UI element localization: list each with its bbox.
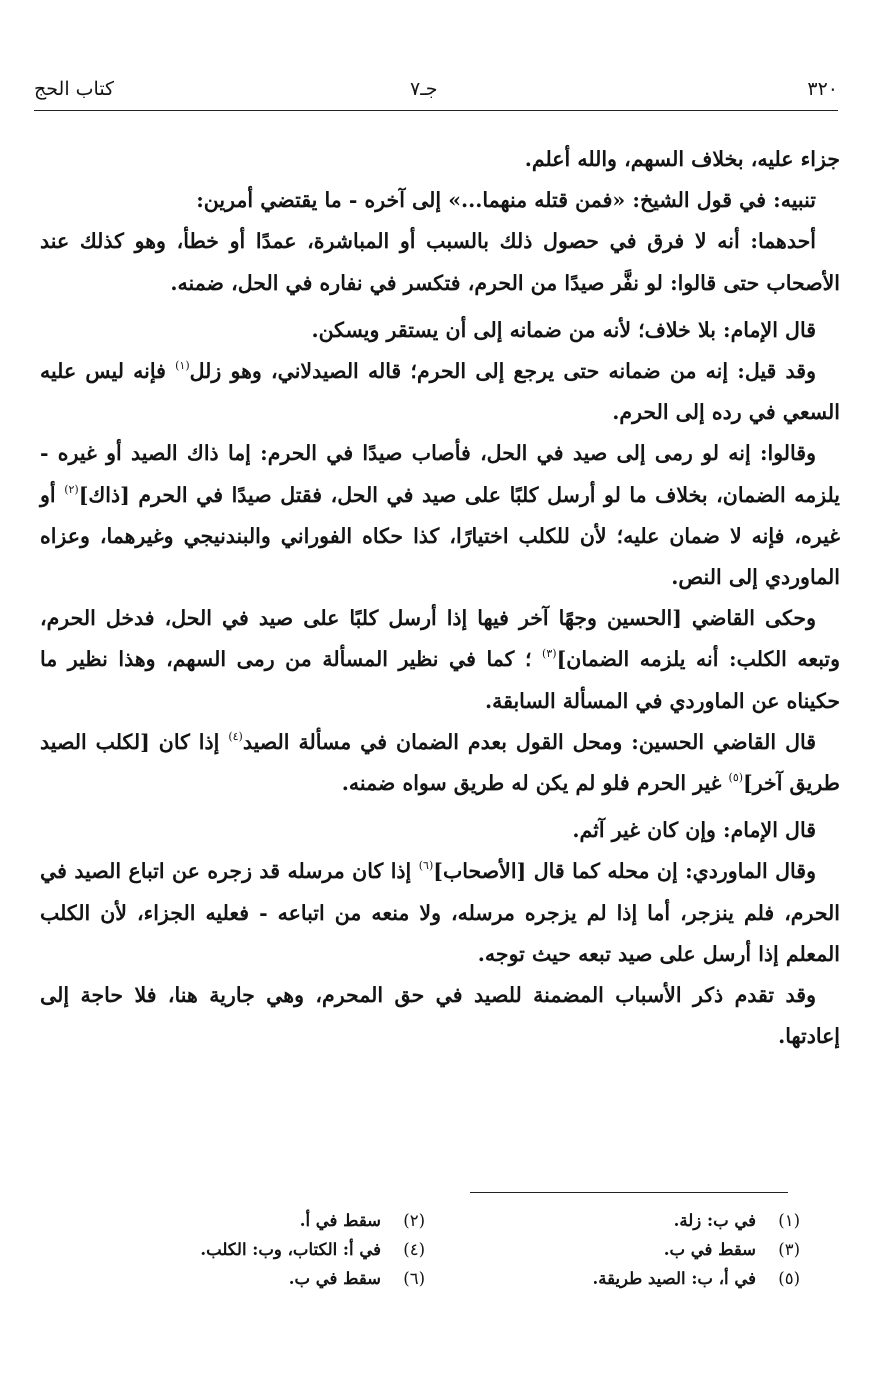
paragraph-6-text-b: أو غيره، فإنه لا ضمان عليه؛ لأن للكلب اختيارًا، كذا حكاه الفوراني والبندنيجي وغيرهما، وعزاه الماوردي إلى النص. — [40, 482, 840, 590]
paragraph-8-text-a: قال القاضي الحسين: ومحل القول بعدم الضمان في مسألة الصيد — [242, 729, 817, 754]
header-rule — [34, 110, 838, 111]
footnote-2 — [65, 1206, 425, 1235]
paragraph-10-text-a: وقال الماوردي: إن محله كما قال [الأصحاب] — [433, 859, 817, 884]
footnote-ref-6[interactable]: (٦) — [418, 859, 434, 873]
paragraph-6 — [40, 433, 840, 598]
paragraph-7 — [40, 598, 840, 722]
footnote-number: (٤) — [403, 1240, 425, 1259]
footnote-4 — [65, 1235, 425, 1264]
footnote-number: (٦) — [403, 1269, 425, 1288]
footnote-ref-2[interactable]: (٢) — [64, 482, 79, 496]
paragraph-10-text-b: إذا كان مرسله قد زجره عن اتباع الصيد في الحرم، فلم ينزجر، أما إذا لم يزجره مرسله، ولا منعه من اتباعه - فعليه الجزاء، لأن الكلب المعلم إذا أرسل على صيد تبعه حيث توجه. — [40, 859, 840, 966]
paragraph-5-text-b: فإنه ليس عليه السعي في رده إلى الحرم. — [40, 359, 840, 425]
volume-label: جـ٧ — [410, 78, 438, 100]
paragraph-5 — [40, 351, 840, 433]
paragraph-10 — [40, 851, 840, 975]
paragraph-2: تنبيه: في قول الشيخ: «فمن قتله منهما...» إلى آخره - ما يقتضي أمرين: — [196, 188, 816, 213]
footnote-number: (٢) — [403, 1211, 425, 1230]
paragraph-11: وقد تقدم ذكر الأسباب المضمنة للصيد في حق المحرم، وهي جارية هنا، فلا حاجة إلى إعادتها. — [40, 983, 840, 1049]
footnote-number: (٥) — [778, 1269, 800, 1288]
footnote-text: في أ، ب: الصيد طريقة. — [592, 1269, 756, 1288]
paragraph-3: أحدهما: أنه لا فرق في حصول ذلك بالسبب أو المباشرة، عمدًا أو خطأ، وهو كذلك عند الأصحاب حتى قالوا: لو نفَّر صيدًا من الحرم، فتكسر في نفاره في الحل، ضمنه. — [40, 229, 840, 295]
footnote-text: سقط في ب. — [663, 1240, 756, 1259]
paragraph-7-text-a: وحكى القاضي [الحسين وجهًا آخر فيها إذا أرسل كلبًا على صيد في الحل، فدخل الحرم، وتبعه الكلب: أنه يلزمه الضمان] — [40, 606, 841, 672]
footnote-number: (٣) — [778, 1240, 800, 1259]
footnote-3 — [440, 1235, 800, 1264]
paragraph-9: قال الإمام: وإن كان غير آثم. — [572, 818, 816, 843]
footnote-text: سقط في ب. — [288, 1269, 381, 1288]
footnote-text: في ب: زلة. — [673, 1211, 756, 1230]
footnote-1 — [440, 1206, 800, 1235]
footnote-text: في أ: الكتاب، وب: الكلب. — [200, 1240, 381, 1259]
page-number: ٣٢٠ — [807, 78, 838, 100]
paragraph-6-text-a: وقالوا: إنه لو رمى إلى صيد في الحل، فأصاب صيدًا في الحرم: إما ذاك الصيد أو غيره - يلزمه الضمان، بخلاف ما لو أرسل كلبًا على صيد في الحل، فقتل صيدًا في الحرم [ذاك] — [40, 441, 841, 507]
main-text — [40, 139, 840, 1057]
paragraph-1: جزاء عليه، بخلاف السهم، والله أعلم. — [524, 147, 840, 171]
paragraph-7-text-b: ؛ كما في نظير المسألة من رمى السهم، وهذا نظير ما حكيناه عن الماوردي في المسألة السابقة. — [40, 647, 840, 713]
footnote-5 — [440, 1264, 800, 1293]
footnote-rule — [470, 1192, 788, 1193]
footnote-ref-3[interactable]: (٣) — [542, 647, 557, 661]
paragraph-8-text-c: غير الحرم فلو لم يكن له طريق سواه ضمنه. — [341, 771, 722, 796]
footnote-column-left — [65, 1206, 425, 1293]
book-title: كتاب الحج — [34, 78, 115, 100]
footnote-ref-1[interactable]: (١) — [175, 359, 190, 373]
footnote-column-right — [440, 1206, 800, 1293]
footnote-ref-4[interactable]: (٤) — [228, 729, 243, 743]
footnote-6 — [65, 1264, 425, 1293]
paragraph-8 — [40, 722, 840, 804]
footnote-ref-5[interactable]: (٥) — [728, 771, 744, 785]
footnote-number: (١) — [778, 1211, 800, 1230]
paragraph-8-text-b: إذا كان [لكلب الصيد طريق آخر] — [40, 729, 840, 796]
running-header — [34, 72, 838, 106]
footnote-text: سقط في أ. — [299, 1211, 381, 1230]
paragraph-4: قال الإمام: بلا خلاف؛ لأنه من ضمانه إلى أن يستقر ويسكن. — [311, 317, 816, 342]
paragraph-5-text-a: وقد قيل: إنه من ضمانه حتى يرجع إلى الحرم؛ قاله الصيدلاني، وهو زلل — [189, 359, 816, 384]
